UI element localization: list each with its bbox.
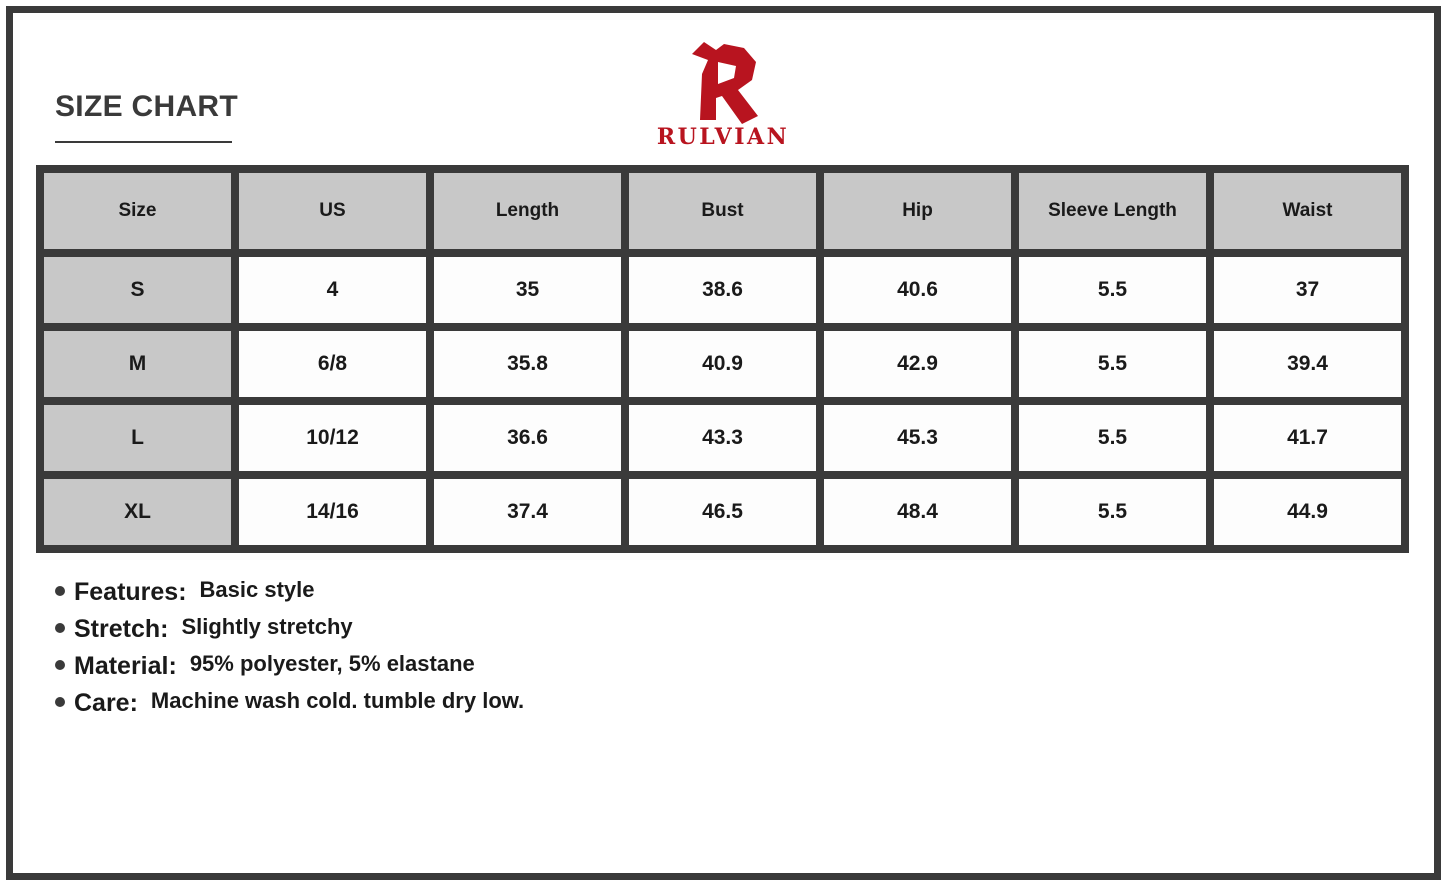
column-header-hip: Hip [824, 173, 1011, 249]
bullet-icon [55, 697, 65, 707]
column-header-length: Length [434, 173, 621, 249]
feature-value: Basic style [199, 577, 315, 602]
table-cell: 5.5 [1019, 479, 1206, 545]
feature-value: 95% polyester, 5% elastane [189, 651, 475, 676]
table-cell: 4 [239, 257, 426, 323]
title-underline [55, 141, 232, 143]
table-header-row [44, 173, 1401, 249]
table-cell: 37.4 [434, 479, 621, 545]
feature-label: Care: [74, 689, 138, 717]
column-header-us: US [239, 173, 426, 249]
column-header-bust: Bust [629, 173, 816, 249]
column-header-size: Size [44, 173, 231, 249]
table-cell: 43.3 [629, 405, 816, 471]
size-chart-table [36, 165, 1409, 553]
table-cell: 35.8 [434, 331, 621, 397]
table-cell: 44.9 [1214, 479, 1401, 545]
brand-logo [648, 40, 798, 155]
table-row [44, 479, 1401, 545]
table-cell: 14/16 [239, 479, 426, 545]
feature-value: Slightly stretchy [181, 614, 353, 639]
column-header-waist: Waist [1214, 173, 1401, 249]
size-cell: M [44, 331, 231, 397]
size-cell: S [44, 257, 231, 323]
column-header-sleeve-length: Sleeve Length [1019, 173, 1206, 249]
table-row [44, 257, 1401, 323]
table-cell: 39.4 [1214, 331, 1401, 397]
list-item [55, 611, 524, 648]
table-cell: 5.5 [1019, 405, 1206, 471]
table-cell: 10/12 [239, 405, 426, 471]
table-cell: 41.7 [1214, 405, 1401, 471]
table-cell: 40.9 [629, 331, 816, 397]
rulvian-r-logo-icon [686, 40, 762, 124]
size-cell: L [44, 405, 231, 471]
list-item [55, 574, 524, 611]
table-cell: 35 [434, 257, 621, 323]
table-cell: 36.6 [434, 405, 621, 471]
table-cell: 46.5 [629, 479, 816, 545]
feature-label: Stretch: [74, 615, 169, 643]
table-cell: 5.5 [1019, 257, 1206, 323]
table-cell: 40.6 [824, 257, 1011, 323]
table-cell: 38.6 [629, 257, 816, 323]
table-cell: 5.5 [1019, 331, 1206, 397]
product-features-list [55, 574, 524, 722]
feature-value: Machine wash cold. tumble dry low. [150, 688, 525, 713]
bullet-icon [55, 586, 65, 596]
size-cell: XL [44, 479, 231, 545]
page-title: SIZE CHART [55, 90, 238, 123]
feature-label: Material: [74, 652, 177, 680]
list-item [55, 648, 524, 685]
table-cell: 48.4 [824, 479, 1011, 545]
table-cell: 37 [1214, 257, 1401, 323]
brand-name: RULVIAN [656, 124, 790, 150]
table-cell: 42.9 [824, 331, 1011, 397]
bullet-icon [55, 660, 65, 670]
list-item [55, 685, 524, 722]
table-cell: 45.3 [824, 405, 1011, 471]
table-cell: 6/8 [239, 331, 426, 397]
table-row [44, 331, 1401, 397]
bullet-icon [55, 623, 65, 633]
table-row [44, 405, 1401, 471]
feature-label: Features: [74, 578, 187, 606]
